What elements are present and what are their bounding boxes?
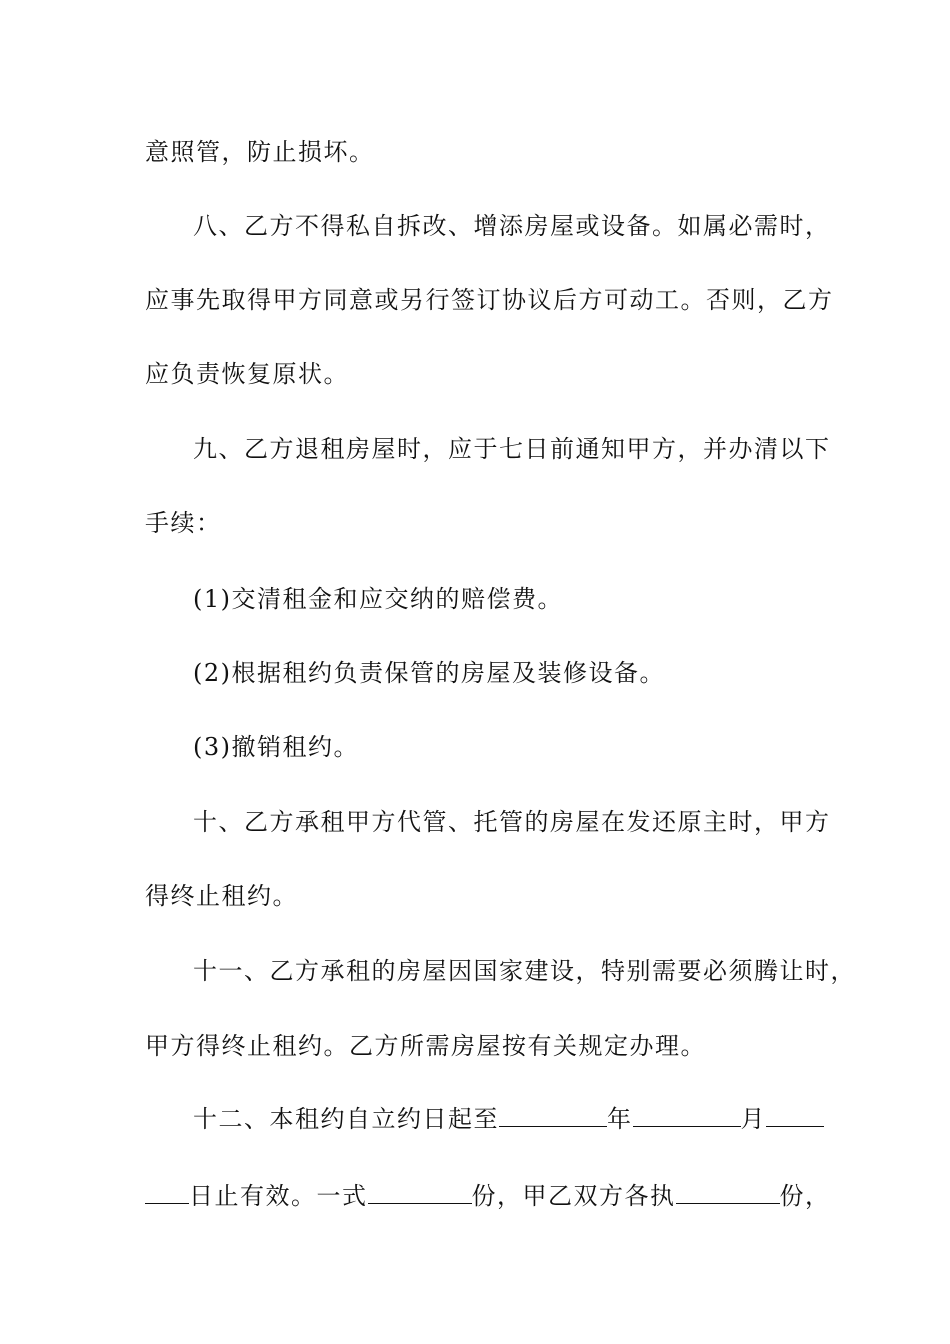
clause-12-text-d: 日止有效。一式	[189, 1182, 368, 1210]
blank-end-month[interactable]	[633, 1104, 741, 1127]
blank-end-year[interactable]	[499, 1104, 607, 1127]
clause-10-line-2: 得终止租约。	[145, 882, 298, 910]
clause-12-text-f: 份，	[779, 1182, 831, 1210]
clause-11-line-2: 甲方得终止租约。乙方所需房屋按有关规定办理。	[145, 1032, 706, 1060]
clause-12-line-1	[193, 1104, 824, 1134]
procedure-item-3: (3)撤销租约。	[193, 733, 359, 761]
clause-9-line-1: 九、乙方退租房屋时，应于七日前通知甲方，并办清以下	[193, 435, 831, 463]
text-line: 意照管，防止损坏。	[145, 138, 375, 166]
clause-8-line-3: 应负责恢复原状。	[145, 360, 349, 388]
blank-copies-total[interactable]	[368, 1181, 472, 1204]
clause-12-text-c: 月	[740, 1105, 766, 1133]
blank-copies-each[interactable]	[676, 1181, 780, 1204]
clause-10-line-1: 十、乙方承租甲方代管、托管的房屋在发还原主时，甲方	[193, 808, 831, 836]
procedure-item-1: (1)交清租金和应交纳的赔偿费。	[193, 585, 563, 613]
clause-12-line-2	[145, 1181, 831, 1211]
clause-8-line-1: 八、乙方不得私自拆改、增添房屋或设备。如属必需时，	[193, 212, 831, 240]
clause-12-text-b: 年	[607, 1105, 633, 1133]
clause-12-text-a: 十二、本租约自立约日起至	[193, 1105, 499, 1133]
clause-11-line-1: 十一、乙方承租的房屋因国家建设，特别需要必须腾让时，	[193, 957, 856, 985]
clause-9-line-2: 手续：	[145, 509, 222, 537]
blank-end-day-part-2[interactable]	[145, 1181, 189, 1204]
procedure-item-2: (2)根据租约负责保管的房屋及装修设备。	[193, 659, 665, 687]
clause-8-line-2: 应事先取得甲方同意或另行签订协议后方可动工。否则，乙方	[145, 286, 834, 314]
clause-12-text-e: 份，甲乙双方各执	[471, 1182, 676, 1210]
blank-end-day-part-1[interactable]	[766, 1104, 824, 1127]
